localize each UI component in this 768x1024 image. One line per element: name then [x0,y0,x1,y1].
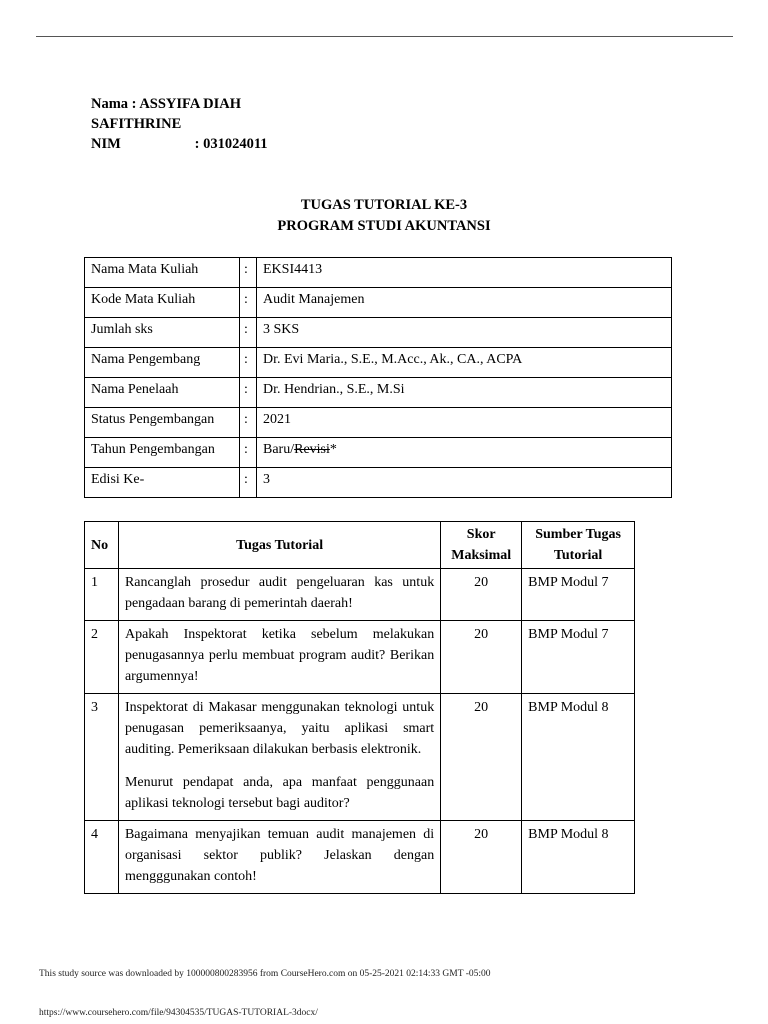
header-score: Skor Maksimal [441,522,522,569]
document-subtitle: PROGRAM STUDI AKUNTANSI [277,218,491,234]
task-source: BMP Modul 7 [522,621,635,694]
info-value: Audit Manajemen [257,288,672,318]
info-value: 3 [257,468,672,498]
student-nim-label: SAFITHRINE NIM [91,116,182,152]
table-row [85,821,635,894]
task-description [118,621,440,694]
task-score: 20 [441,821,522,894]
info-value: Dr. Hendrian., S.E., M.Si [257,378,672,408]
task-description [118,694,440,821]
task-number: 2 [85,621,119,694]
download-note: This study source was downloaded by 100000800283956 from CourseHero.com on 05-25-2021 02:14:33 GMT -05:00 [39,969,491,979]
task-paragraph: Apakah Inspektorat ketika sebelum melakukan penugasannya perlu membuat program audit? Berikan argumennya! [124,627,435,684]
info-separator: : [240,288,257,318]
student-nim-line [91,114,268,154]
document-title: TUGAS TUTORIAL KE-3 [300,197,468,213]
task-score: 20 [441,694,522,821]
info-value-plain: Baru/ [263,442,295,457]
task-source: BMP Modul 8 [522,821,635,894]
info-row [85,258,672,288]
info-separator: : [240,318,257,348]
info-row [85,438,672,468]
task-score: 20 [441,569,522,621]
info-row [85,288,672,318]
info-row [85,468,672,498]
task-number: 3 [85,694,119,821]
info-value-struck: Revisi [294,442,330,457]
info-label: Kode Mata Kuliah [85,288,240,318]
info-row [85,348,672,378]
info-row [85,408,672,438]
info-value-asterisk: * [329,442,337,457]
table-row [85,694,635,821]
info-label: Nama Mata Kuliah [85,258,240,288]
info-row [85,378,672,408]
info-label: Edisi Ke- [85,468,240,498]
info-label: Nama Pengembang [85,348,240,378]
info-label: Jumlah sks [85,318,240,348]
source-url-link[interactable]: https://www.coursehero.com/file/94304535/TUGAS-TUTORIAL-3docx/ [39,1008,318,1018]
info-value [257,438,672,468]
header-task: Tugas Tutorial [118,522,440,569]
info-separator: : [240,258,257,288]
info-separator: : [240,378,257,408]
info-value: 2021 [257,408,672,438]
task-description [118,821,440,894]
student-nim-value: : 031024011 [194,136,268,152]
student-identity [91,94,268,154]
task-number: 4 [85,821,119,894]
task-paragraph: Menurut pendapat anda, apa manfaat penggunaan aplikasi teknologi tersebut bagi auditor? [124,775,435,811]
page-top-divider [36,36,733,37]
info-value: EKSI4413 [257,258,672,288]
task-source: BMP Modul 7 [522,569,635,621]
tasks-table [84,521,635,894]
task-paragraph: Bagaimana menyajikan temuan audit manajemen di organisasi sektor publik? Jelaskan dengan mengggunakan contoh! [124,827,435,884]
info-separator: : [240,408,257,438]
task-number: 1 [85,569,119,621]
table-row [85,621,635,694]
table-row [85,569,635,621]
task-paragraph: Inspektorat di Makasar menggunakan teknologi untuk penugasan pemeriksaanya, yaitu aplikasi smart auditing. Pemeriksaan dilakukan berbasis elektronik. [124,700,435,757]
tasks-header-row [85,522,635,569]
info-value: Dr. Evi Maria., S.E., M.Acc., Ak., CA., ACPA [257,348,672,378]
student-name-line: Nama : ASSYIFA DIAH [91,96,241,112]
header-source: Sumber Tugas Tutorial [522,522,635,569]
header-no: No [85,522,119,569]
info-row [85,318,672,348]
info-separator: : [240,468,257,498]
course-info-table [84,257,672,498]
info-separator: : [240,348,257,378]
task-score: 20 [441,621,522,694]
task-paragraph: Rancanglah prosedur audit pengeluaran kas untuk pengadaan barang di pemerintah daerah! [124,575,435,611]
task-source: BMP Modul 8 [522,694,635,821]
info-value: 3 SKS [257,318,672,348]
info-label: Status Pengembangan [85,408,240,438]
info-label: Nama Penelaah [85,378,240,408]
task-description [118,569,440,621]
info-label: Tahun Pengembangan [85,438,240,468]
info-separator: : [240,438,257,468]
